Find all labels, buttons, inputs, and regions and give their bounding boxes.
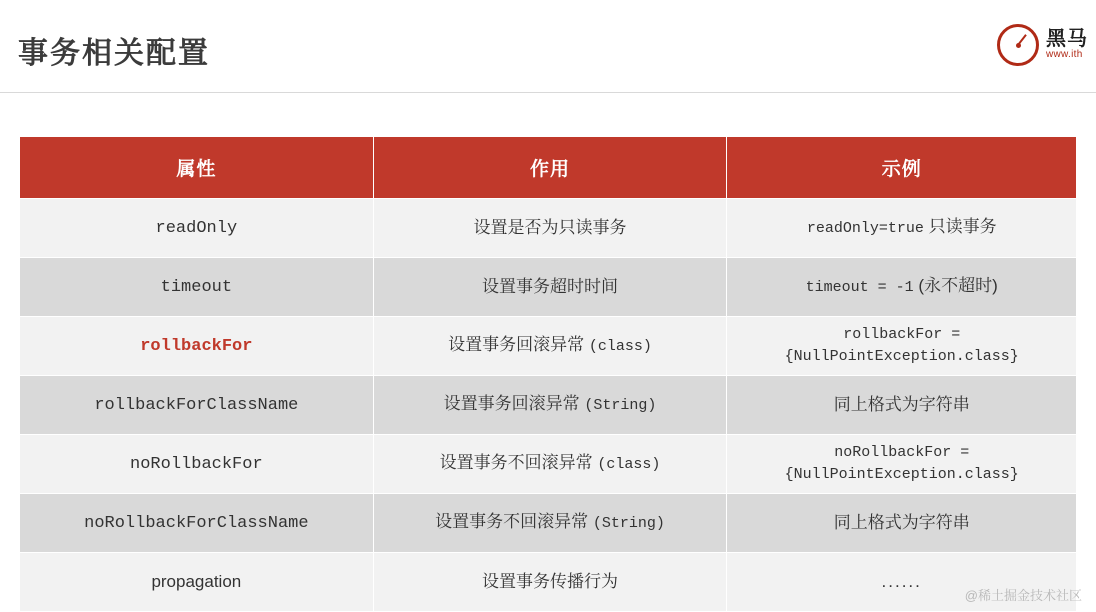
cell-example — [727, 199, 1077, 258]
cell-effect — [373, 317, 727, 376]
attribute-name: noRollbackFor — [130, 454, 263, 474]
cell-attribute — [20, 494, 374, 553]
table-header — [20, 137, 1077, 199]
attribute-name: timeout — [160, 277, 233, 297]
effect-text: 设置事务超时时间 — [482, 276, 619, 296]
cell-effect — [373, 494, 727, 553]
table-row — [20, 494, 1077, 553]
config-table-wrapper — [19, 136, 1077, 612]
example-line-2: {NullPointException.class} — [784, 348, 1019, 365]
table-row — [20, 435, 1077, 494]
table-row — [20, 317, 1077, 376]
example-note: 只读事务 — [928, 217, 997, 237]
cell-example — [727, 494, 1077, 553]
cell-effect — [373, 258, 727, 317]
column-header-example: 示例 — [727, 137, 1077, 199]
cell-attribute — [20, 258, 374, 317]
example-text: ...... — [881, 571, 922, 591]
transaction-config-table — [19, 136, 1077, 612]
slide-header — [0, 0, 1096, 93]
effect-text: 设置事务回滚异常 — [448, 335, 585, 355]
effect-text: 设置事务不回滚异常 — [439, 453, 593, 473]
column-header-effect: 作用 — [373, 137, 727, 199]
cell-example — [727, 435, 1077, 494]
brand-logo — [997, 24, 1088, 66]
effect-text: 设置事务不回滚异常 — [435, 512, 589, 532]
effect-type: (String) — [584, 397, 657, 415]
cell-attribute — [20, 199, 374, 258]
column-header-attribute: 属性 — [20, 137, 374, 199]
table-body — [20, 199, 1077, 612]
watermark: @稀土掘金技术社区 — [964, 588, 1082, 603]
effect-text: 设置是否为只读事务 — [473, 217, 627, 237]
cell-attribute — [20, 435, 374, 494]
attribute-name: rollbackFor — [140, 336, 253, 356]
table-row — [20, 258, 1077, 317]
effect-text: 设置事务回滚异常 — [443, 394, 580, 414]
cell-effect — [373, 199, 727, 258]
attribute-name: readOnly — [155, 218, 238, 238]
table-row — [20, 376, 1077, 435]
attribute-name: propagation — [151, 571, 242, 591]
cell-effect — [373, 376, 727, 435]
cell-attribute — [20, 376, 374, 435]
effect-type: (class) — [588, 338, 652, 356]
effect-text: 设置事务传播行为 — [482, 571, 619, 591]
example-text: 同上格式为字符串 — [833, 512, 970, 532]
table-row — [20, 199, 1077, 258]
example-line-1: rollbackFor = — [843, 326, 961, 344]
page-title: 事务相关配置 — [18, 37, 210, 70]
cell-effect — [373, 553, 727, 612]
example-line-1: noRollbackFor = — [834, 444, 970, 462]
effect-type: (class) — [597, 456, 661, 474]
example-line-2: {NullPointException.class} — [784, 466, 1019, 483]
cell-example — [727, 376, 1077, 435]
cell-example — [727, 258, 1077, 317]
logo-url: www.ith — [1046, 49, 1083, 61]
cell-example — [727, 317, 1077, 376]
effect-type: (String) — [592, 515, 665, 533]
table-row — [20, 553, 1077, 612]
example-note: (永不超时) — [918, 276, 998, 296]
example-code: timeout = -1 — [805, 279, 914, 297]
cell-attribute — [20, 553, 374, 612]
example-text: 同上格式为字符串 — [833, 394, 970, 414]
logo-text — [1046, 29, 1088, 61]
speedometer-icon — [997, 24, 1039, 66]
attribute-name: noRollbackForClassName — [84, 513, 309, 533]
cell-effect — [373, 435, 727, 494]
table-header-row — [20, 137, 1077, 199]
cell-attribute — [20, 317, 374, 376]
example-code: readOnly=true — [806, 220, 924, 238]
logo-name: 黑马 — [1046, 28, 1088, 51]
attribute-name: rollbackForClassName — [94, 395, 299, 415]
